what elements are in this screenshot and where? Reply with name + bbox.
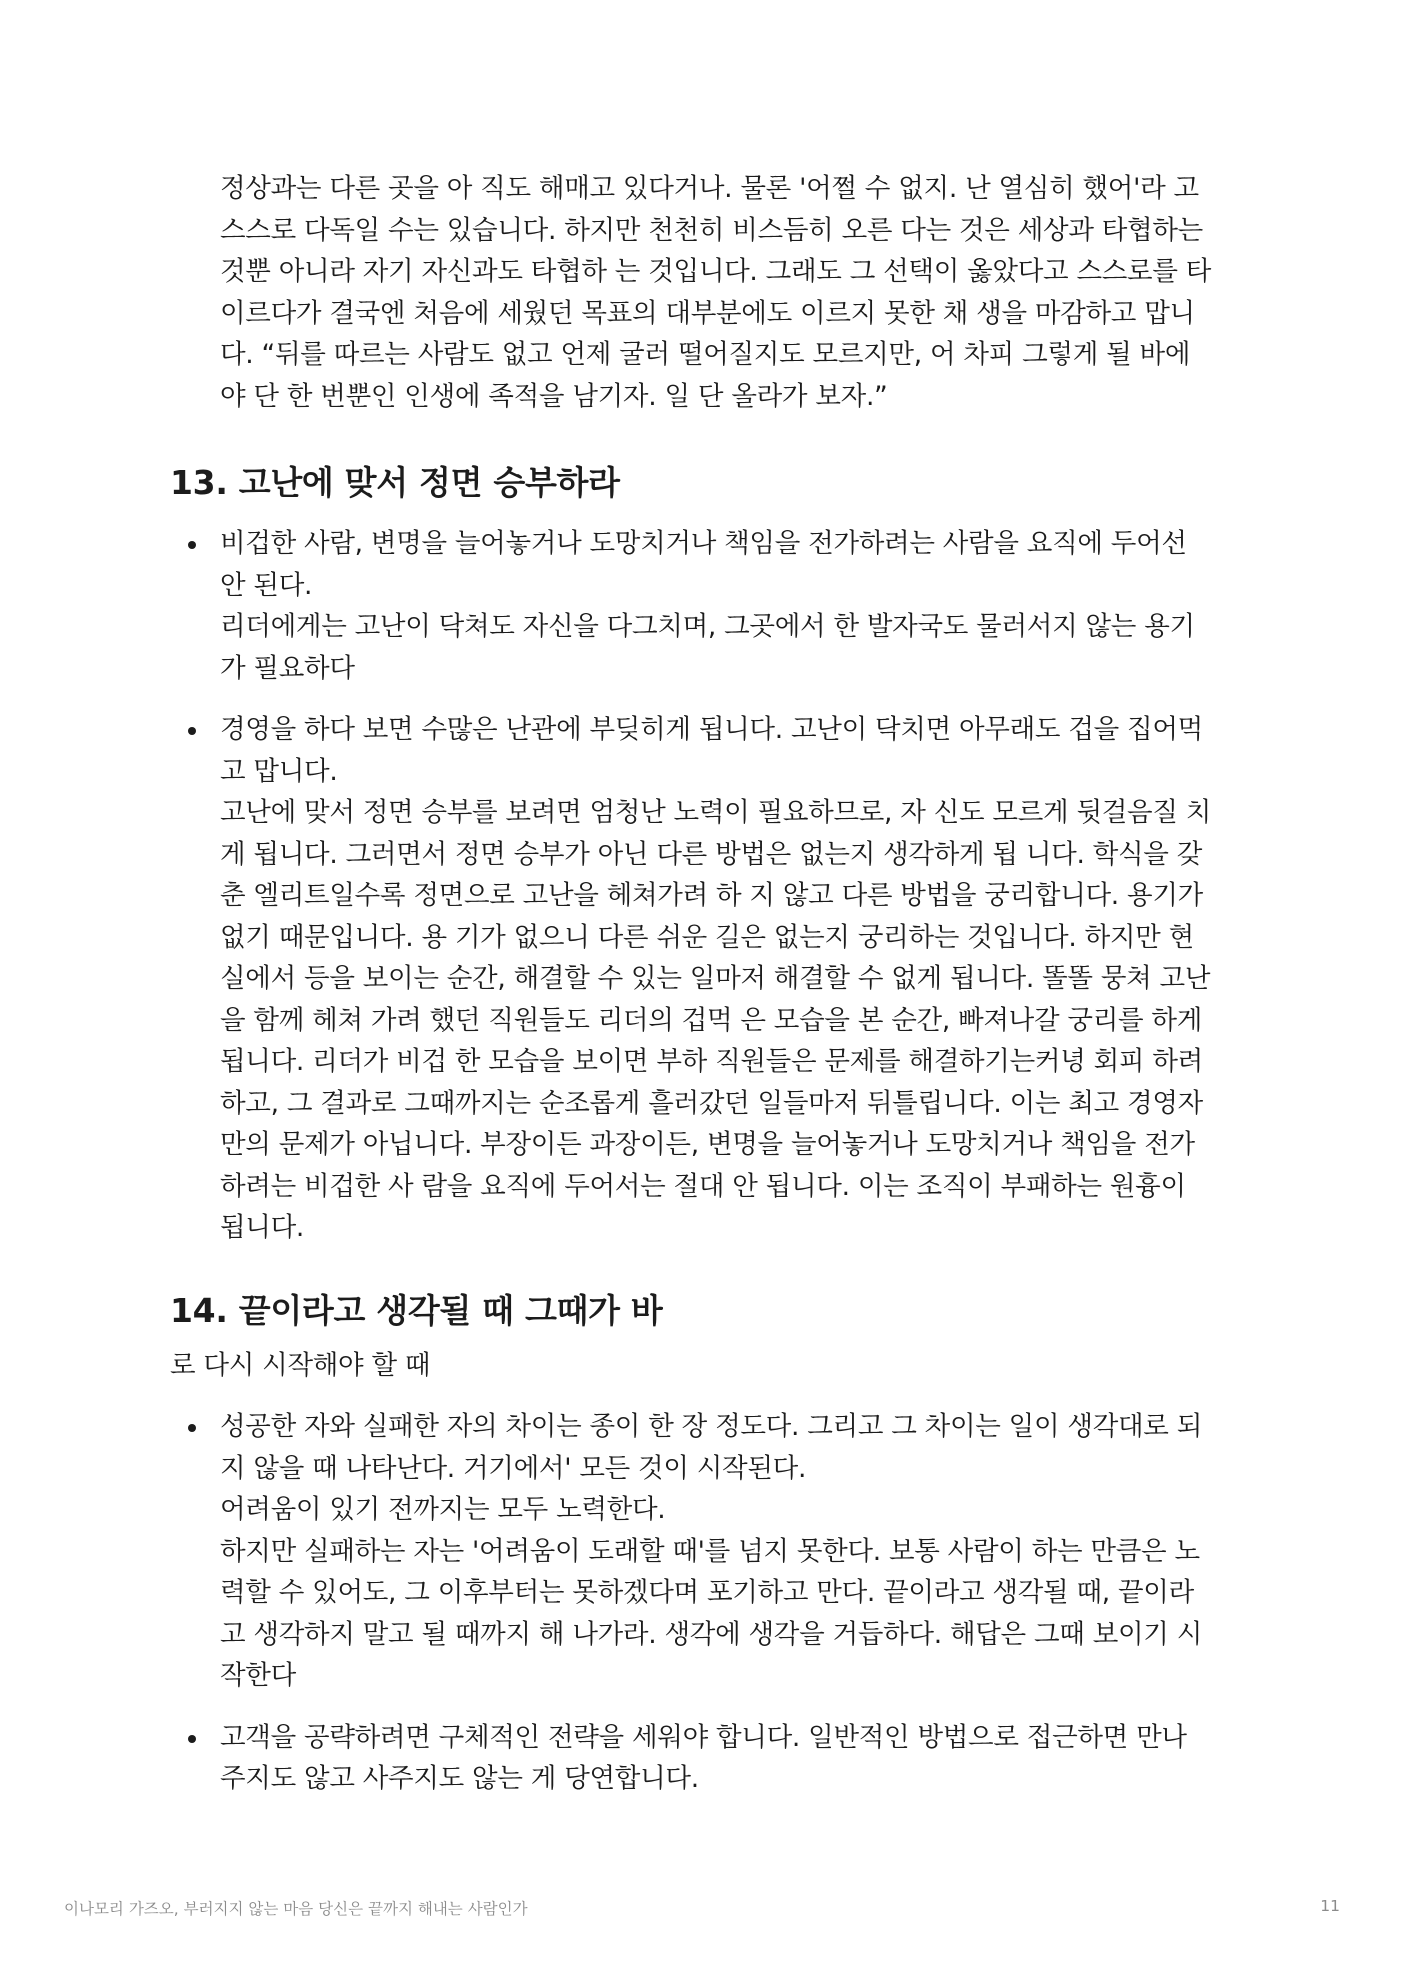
- section-14-list: [170, 1406, 1240, 1800]
- text-line: 경영을 하다 보면 수많은 난관에 부딪히게 됩니다. 고난이 닥치면 아무래도 겁을 집어먹: [220, 714, 1203, 745]
- text-line: 고객을 공략하려면 구체적인 전략을 세워야 합니다. 일반적인 방법으로 접근하면 만나: [220, 1721, 1187, 1753]
- text-line: 정상과는 다른 곳을 아 직도 해매고 있다거나. 물론 '어쩔 수 없지. 난 열심히 했어'라 고: [220, 173, 1199, 204]
- list-item: [170, 1717, 1240, 1800]
- text-line: 가 필요하다: [220, 652, 355, 684]
- text-line: 스스로 다독일 수는 있습니다. 하지만 천천히 비스듬히 오른 다는 것은 세상과 타협하는: [220, 214, 1203, 246]
- text-line: 야 단 한 번뿐인 인생에 족적을 남기자. 일 단 올라가 보자.”: [220, 380, 888, 412]
- text-line: 됩니다. 리더가 비겁 한 모습을 보이면 부하 직원들은 문제를 해결하기는커녕 회피 하려: [220, 1046, 1203, 1077]
- text-line: 고난에 맞서 정면 승부를 보려면 엄청난 노력이 필요하므로, 자 신도 모르게 뒷걸음질 치: [220, 797, 1212, 828]
- text-line: 것뿐 아니라 자기 자신과도 타협하 는 것입니다. 그래도 그 선택이 옳았다고 스스로를 타: [220, 256, 1212, 287]
- text-line: 이르다가 결국엔 처음에 세웠던 목표의 대부분에도 이르지 못한 채 생을 마감하고 맙니: [220, 297, 1195, 329]
- text-line: 을 함께 헤쳐 가려 했던 직원들도 리더의 겁먹 은 모습을 본 순간, 빠져나갈 궁리를 하게: [220, 1004, 1203, 1036]
- text-line: 고 맙니다.: [220, 755, 338, 787]
- page-content: [170, 168, 1240, 1800]
- text-line: 지 않을 때 나타난다. 거기에서' 모든 것이 시작된다.: [220, 1452, 807, 1484]
- section-13-heading: 13. 고난에 맞서 정면 승부하라: [170, 463, 620, 502]
- text-line: 안 된다.: [220, 569, 313, 601]
- section-14-heading: 14. 끝이라고 생각될 때 그때가 바: [170, 1290, 663, 1330]
- text-line: 력할 수 있어도, 그 이후부터는 못하겠다며 포기하고 만다. 끝이라고 생각될 때, 끝이라: [220, 1577, 1194, 1608]
- text-line: 하려는 비겁한 사 람을 요직에 두어서는 절대 안 됩니다. 이는 조직이 부패하는 원흉이: [220, 1170, 1186, 1202]
- list-item: [170, 1406, 1240, 1697]
- text-line: 고 생각하지 말고 될 때까지 해 나가라. 생각에 생각을 거듭하다. 해답은 그때 보이기 시: [220, 1618, 1203, 1650]
- text-line: 어려움이 있기 전까지는 모두 노력한다.: [220, 1494, 666, 1525]
- text-line: 실에서 등을 보이는 순간, 해결할 수 있는 일마저 해결할 수 없게 됩니다. 똘똘 뭉쳐 고난: [220, 963, 1211, 994]
- text-line: 춘 엘리트일수록 정면으로 고난을 헤쳐가려 하 지 않고 다른 방법을 궁리합니다. 용기가: [220, 880, 1203, 911]
- text-line: 주지도 않고 사주지도 않는 게 당연합니다.: [220, 1763, 699, 1794]
- text-line: 비겁한 사람, 변명을 늘어놓거나 도망치거나 책임을 전가하려는 사람을 요직에 두어선: [220, 528, 1187, 559]
- text-line: 됩니다.: [220, 1212, 305, 1243]
- text-line: 게 됩니다. 그러면서 정면 승부가 아닌 다른 방법은 없는지 생각하게 됩 니다. 학식을 갖: [220, 838, 1203, 870]
- text-line: 성공한 자와 실패한 자의 차이는 종이 한 장 정도다. 그리고 그 차이는 일이 생각대로 되: [220, 1411, 1203, 1442]
- page-number: 11: [1320, 1897, 1340, 1915]
- text-line: 작한다: [220, 1660, 296, 1691]
- text-line: 없기 때문입니다. 용 기가 없으니 다른 쉬운 길은 없는지 궁리하는 것입니다. 하지만 현: [220, 921, 1194, 953]
- footer-title: 이나모리 가즈오, 부러지지 않는 마음 당신은 끝까지 해내는 사람인가: [64, 1900, 528, 1918]
- list-item: [170, 523, 1240, 689]
- section-13-list: [170, 523, 1240, 1249]
- text-line: 만의 문제가 아닙니다. 부장이든 과장이든, 변명을 늘어놓거나 도망치거나 책임을 전가: [220, 1129, 1195, 1160]
- page-footer: [64, 1897, 1340, 1919]
- text-line: 리더에게는 고난이 닥쳐도 자신을 다그치며, 그곳에서 한 발자국도 물러서지 않는 용기: [220, 611, 1195, 642]
- section-14-subheading: 로 다시 시작해야 할 때: [170, 1349, 431, 1381]
- text-line: 하고, 그 결과로 그때까지는 순조롭게 흘러갔던 일들마저 뒤틀립니다. 이는 최고 경영자: [220, 1087, 1203, 1119]
- list-item: [170, 709, 1240, 1249]
- intro-paragraph: [220, 168, 1240, 417]
- text-line: 하지만 실패하는 자는 '어려움이 도래할 때'를 넘지 못한다. 보통 사람이 하는 만큼은 노: [220, 1535, 1200, 1567]
- text-line: 다. “뒤를 따르는 사람도 없고 언제 굴러 떨어질지도 모르지만, 어 차피 그렇게 될 바에: [220, 339, 1191, 370]
